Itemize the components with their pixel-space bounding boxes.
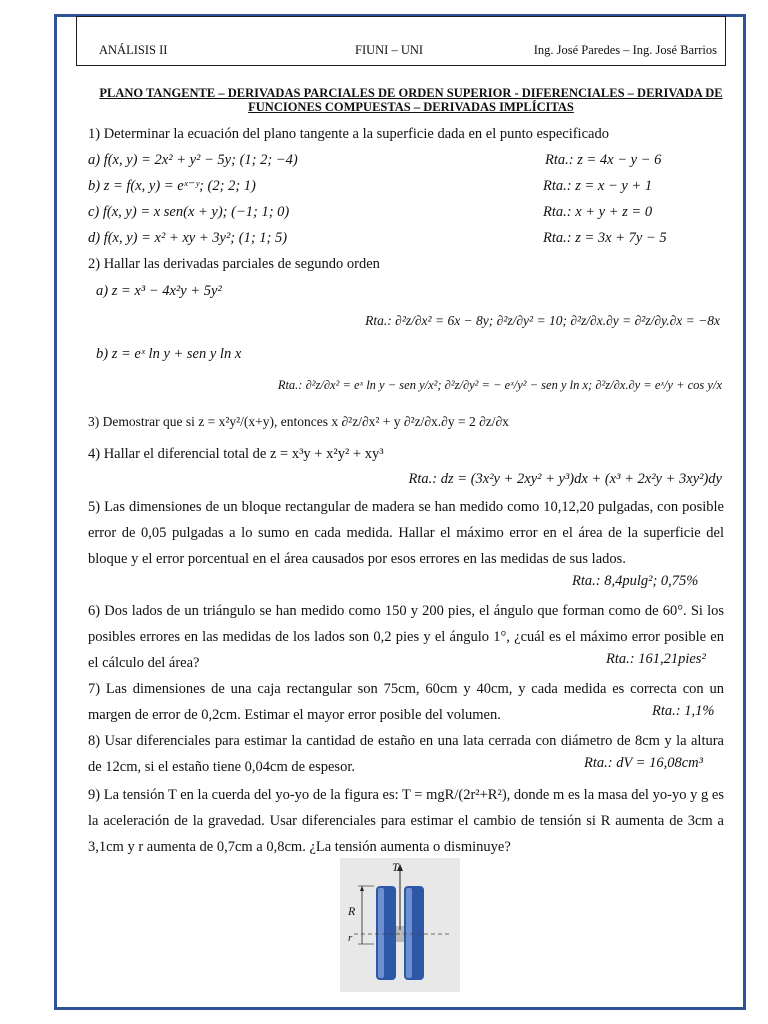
problem-1a-answer: Rta.: z = 4x − y − 6 (545, 152, 662, 168)
document-title: PLANO TANGENTE – DERIVADAS PARCIALES DE ORDEN SUPERIOR - DIFERENCIALES – DERIVADA DE FUNCIONES COMPUESTAS – DERIVADAS IMPLÍCITAS (99, 86, 723, 114)
problem-1-statement: 1) Determinar la ecuación del plano tangente a la superficie dada en el punto especificado (88, 126, 609, 142)
problem-3: 3) Demostrar que si z = x²y²/(x+y), entonces x ∂²z/∂x² + y ∂²z/∂x.∂y = 2 ∂z/∂x (88, 414, 509, 429)
yoyo-diagram (340, 858, 460, 992)
problem-5: 5) Las dimensiones de un bloque rectangular de madera se han medido como 10,12,20 pulgadas, con posible error de 0,05 pulgadas a lo sumo en cada medida. Hallar el máximo error en el área de la superficie del bloque y el error porcentual en el área causados por esos errores en las medidas de sus lados. (88, 499, 724, 567)
problem-7-answer: Rta.: 1,1% (646, 703, 714, 720)
yoyo-figure (340, 858, 460, 992)
header-course: ANÁLISIS II (99, 43, 168, 57)
problem-1a: a) f(x, y) = 2x² + y² − 5y; (1; 2; −4) (88, 152, 298, 168)
problem-1d-answer: Rta.: z = 3x + 7y − 5 (543, 230, 667, 246)
problem-2b-answer: Rta.: ∂²z/∂x² = eˣ ln y − sen y/x²; ∂²z/∂y² = − eˣ/y² − sen y ln x; ∂²z/∂x.∂y = eˣ/y + cos y/x (277, 378, 722, 392)
header-instructors: Ing. José Paredes – Ing. José Barrios (533, 43, 717, 57)
figure-label-R: R (348, 904, 356, 918)
problem-6: 6) Dos lados de un triángulo se han medido como 150 y 200 pies, el ángulo que forman como de 60°. Si los posibles errores en las medidas de los lados son 0,2 pies y el ángulo 1°, ¿cuál es el máximo error posible en el cálculo del área? (88, 603, 724, 671)
header-institution: FIUNI – UNI (355, 43, 424, 57)
problem-2a: a) z = x³ − 4x²y + 5y² (96, 283, 222, 299)
problem-1d: d) f(x, y) = x² + xy + 3y²; (1; 1; 5) (88, 230, 288, 246)
problem-8: 8) Usar diferenciales para estimar la cantidad de estaño en una lata cerrada con diámetro de 8cm y la altura de 12cm, si el estaño tiene 0,04cm de espesor. (88, 733, 724, 775)
problem-1b-answer: Rta.: z = x − y + 1 (543, 178, 653, 194)
problem-1c: c) f(x, y) = x sen(x + y); (−1; 1; 0) (88, 204, 290, 220)
page-header (76, 16, 726, 66)
problem-5-answer: Rta.: 8,4pulg²; 0,75% (566, 573, 698, 590)
problem-7: 7) Las dimensiones de una caja rectangular son 75cm, 60cm y 40cm, y cada medida es correcta con un margen de error de 0,2cm. Estimar el mayor error posible del volumen. (88, 681, 724, 723)
problem-2-statement: 2) Hallar las derivadas parciales de segundo orden (88, 256, 380, 272)
problem-6-answer: Rta.: 161,21pies² (600, 651, 706, 668)
figure-label-r: r (348, 932, 353, 944)
problem-4-answer: Rta.: dz = (3x²y + 2xy² + y³)dx + (x³ + 2x²y + 3xy²)dy (408, 471, 722, 487)
problem-8-answer: Rta.: dV = 16,08cm³ (578, 755, 703, 772)
problem-9: 9) La tensión T en la cuerda del yo-yo de la figura es: T = mgR/(2r²+R²), donde m es la masa del yo-yo y g es la aceleración de la gravedad. Usar diferenciales para estimar el cambio de tensión si R aumenta de 3cm a 3,1cm y r aumenta de 0,7cm a 0,8cm. ¿La tensión aumenta o disminuye? (88, 787, 724, 855)
problem-1b: b) z = f(x, y) = eˣ⁻ʸ; (2; 2; 1) (88, 178, 256, 194)
problem-2a-answer: Rta.: ∂²z/∂x² = 6x − 8y; ∂²z/∂y² = 10; ∂²z/∂x.∂y = ∂²z/∂y.∂x = −8x (365, 313, 720, 328)
problem-4-statement: 4) Hallar el diferencial total de z = x³y + x²y² + xy³ (88, 446, 384, 462)
figure-label-tension: T (392, 860, 399, 874)
problem-1c-answer: Rta.: x + y + z = 0 (543, 204, 653, 220)
problem-2b: b) z = eˣ ln y + sen y ln x (96, 346, 242, 362)
